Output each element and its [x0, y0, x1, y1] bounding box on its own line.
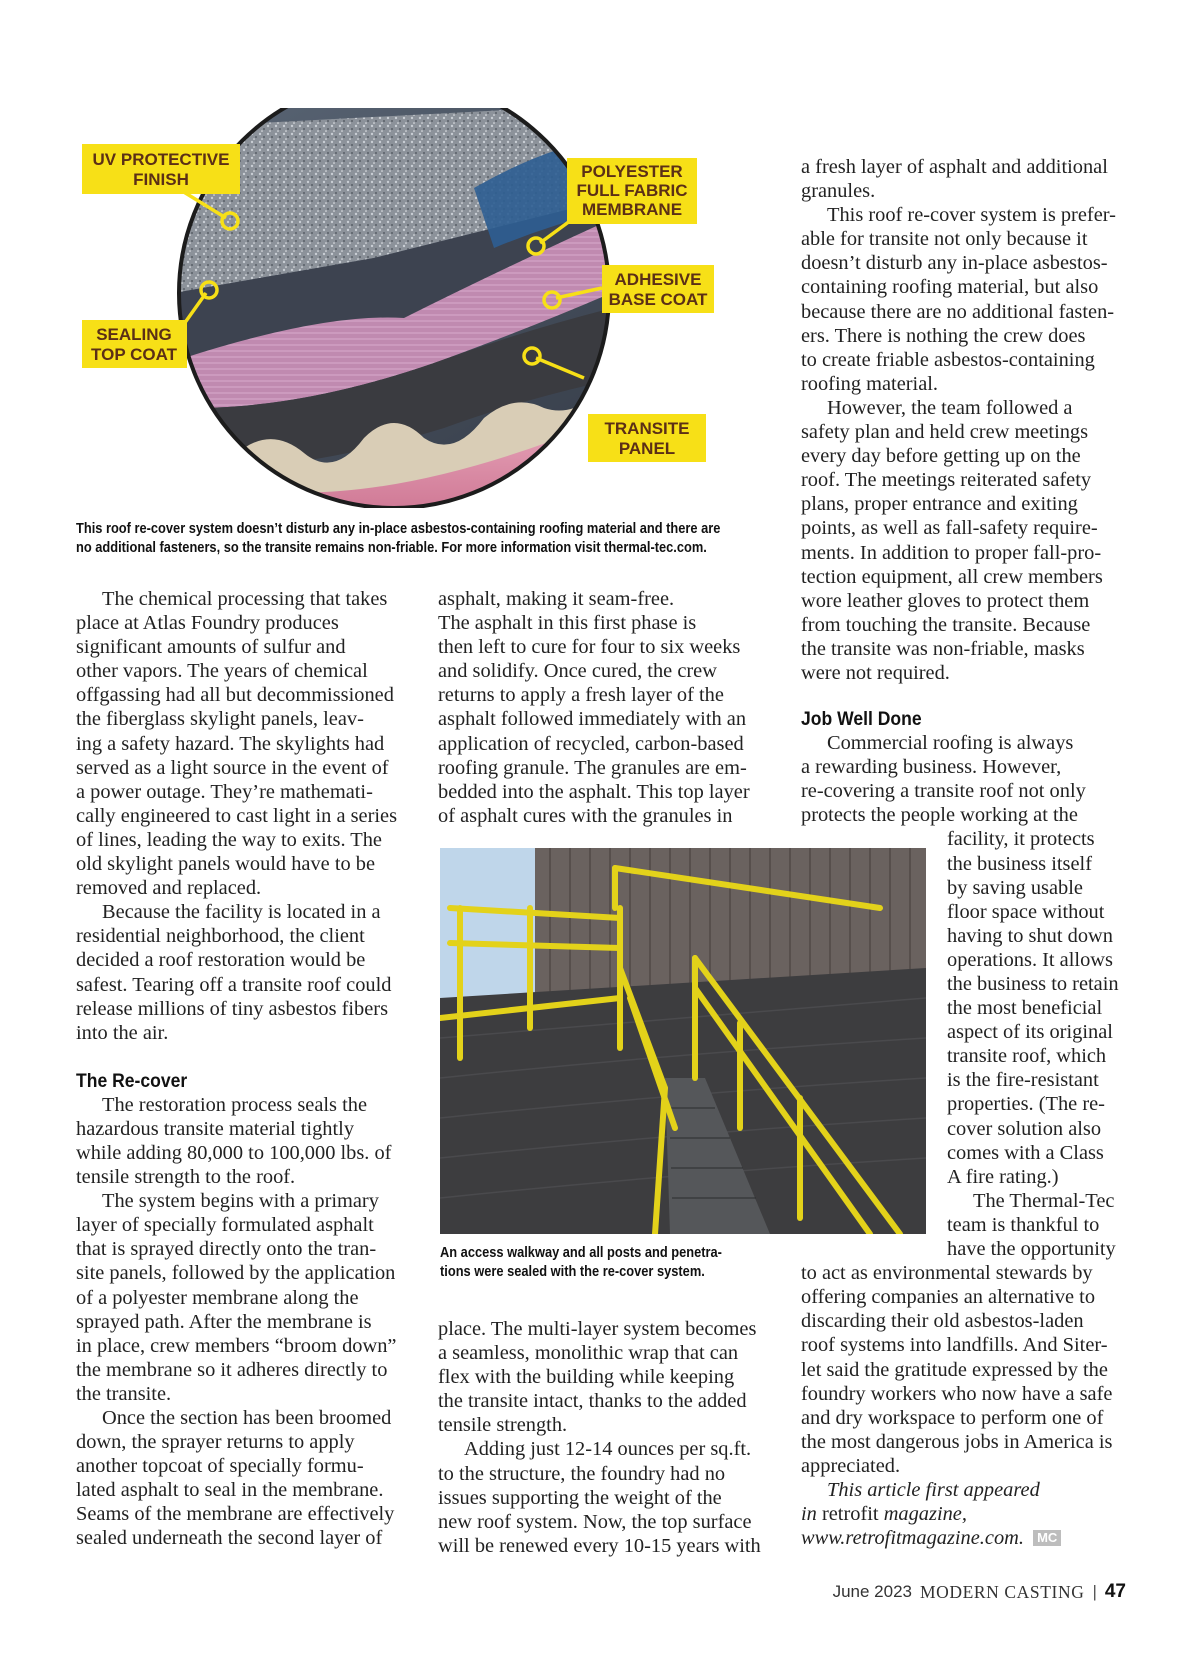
paragraph — [801, 396, 1141, 685]
paragraph — [76, 1093, 416, 1189]
text-line: Because the facility is located in a — [102, 901, 381, 924]
text-line: cover solution also — [947, 1117, 1102, 1140]
text-line: decided a roof restoration would be — [76, 949, 366, 972]
svg-text:SEALING: SEALING — [96, 325, 172, 344]
text-line: team is thankful to — [947, 1213, 1100, 1236]
text-line: roofing material. — [801, 372, 939, 395]
text-line: able for transite not only because it — [801, 228, 1088, 251]
text-line: plans, proper entrance and exiting — [801, 493, 1078, 516]
text-line: doesn’t disturb any in-place asbestos- — [801, 252, 1108, 275]
text-line: to act as environmental stewards by — [801, 1262, 1093, 1285]
text-line: asphalt, making it seam-free. — [438, 588, 675, 610]
text-line: offgassing had all but decommissioned — [76, 684, 394, 707]
text-line: properties. (The re- — [947, 1093, 1105, 1116]
text-line: safety plan and held crew meetings — [801, 421, 1089, 444]
text-line: containing roofing material, but also — [801, 276, 1099, 299]
text-line: tection equipment, all crew members — [801, 565, 1103, 588]
svg-text:UV PROTECTIVE: UV PROTECTIVE — [92, 150, 230, 169]
text-line: This roof re-cover system is prefer- — [827, 204, 1116, 227]
column-3 — [801, 155, 1141, 1550]
text-line: application of recycled, carbon-based — [438, 732, 744, 755]
column-2-top — [438, 587, 778, 828]
svg-text:FINISH: FINISH — [133, 170, 189, 189]
text-line: protects the people working at the — [801, 804, 1078, 827]
text-line: residential neighborhood, the client — [76, 925, 365, 948]
roof-layers-diagram — [74, 108, 774, 508]
text-line: the business itself — [947, 852, 1092, 875]
text-line: aspect of its original — [947, 1021, 1113, 1044]
text-line: other vapors. The years of chemical — [76, 660, 368, 683]
text-line: and dry workspace to perform one of — [801, 1406, 1104, 1429]
column-2-bottom — [438, 1317, 778, 1558]
text-line: granules. — [801, 180, 876, 203]
text-line: into the air. — [76, 1021, 169, 1044]
article-source-url: www.retrofitmagazine.com. MC — [801, 1526, 1141, 1550]
text-line: while adding 80,000 to 100,000 lbs. of — [76, 1141, 392, 1164]
text-line: is the fire-resistant — [947, 1069, 1099, 1092]
paragraph — [76, 1406, 416, 1551]
text-line: the fiberglass skylight panels, leav- — [76, 708, 364, 731]
text-line: another topcoat of specially formu- — [76, 1455, 364, 1478]
text-line: the transite was non-friable, masks — [801, 637, 1085, 660]
text-line: by saving usable — [947, 876, 1083, 899]
paragraph — [801, 155, 1141, 203]
text-line: the most beneficial — [947, 997, 1103, 1020]
svg-text:POLYESTER: POLYESTER — [581, 162, 683, 181]
svg-text:MEMBRANE: MEMBRANE — [581, 200, 683, 219]
text-line: a fresh layer of asphalt and additional — [801, 156, 1108, 178]
text-line: ers. There is nothing the crew does — [801, 324, 1086, 347]
paragraph — [438, 587, 778, 828]
text-line: tensile strength to the roof. — [76, 1166, 296, 1189]
text-line: have the opportunity — [947, 1238, 1116, 1261]
section-heading-recover: The Re-cover — [76, 1069, 188, 1092]
text-line: in place, crew members “broom down” — [76, 1334, 397, 1357]
paragraph — [76, 587, 416, 900]
label-adhesive-base-coat — [602, 265, 714, 313]
mc-end-mark-icon: MC — [1033, 1530, 1061, 1546]
text-line: removed and replaced. — [76, 877, 262, 900]
text-line: The chemical processing that takes — [102, 588, 388, 610]
label-transite-panel — [588, 414, 706, 462]
column-1 — [76, 587, 416, 1551]
text-line: sprayed path. After the membrane is — [76, 1310, 372, 1333]
text-line: a seamless, monolithic wrap that can — [438, 1342, 739, 1365]
svg-text:BASE COAT: BASE COAT — [608, 290, 708, 309]
text-line: the most dangerous jobs in America is — [801, 1430, 1113, 1453]
article-source-note-2: in retrofit magazine, — [801, 1503, 967, 1526]
section-heading-job-well-done: Job Well Done — [801, 708, 922, 731]
text-line: The asphalt in this first phase is — [438, 612, 697, 635]
text-line: to the structure, the foundry had no — [438, 1462, 726, 1485]
text-line: discarding their old asbestos-laden — [801, 1310, 1084, 1333]
text-line: significant amounts of sulfur and — [76, 636, 346, 659]
text-line: The system begins with a primary — [102, 1190, 379, 1213]
paragraph — [801, 203, 1141, 396]
text-line: floor space without — [947, 900, 1105, 923]
text-line: release millions of tiny asbestos fibers — [76, 997, 389, 1020]
page-number: 47 — [1104, 1581, 1126, 1602]
text-line: ments. In addition to proper fall-pro- — [801, 541, 1102, 564]
text-line: roof. The meetings reiterated safety — [801, 469, 1092, 492]
paragraph — [438, 1437, 778, 1557]
text-line: wore leather gloves to protect them — [801, 589, 1090, 612]
text-line: ing a safety hazard. The skylights had — [76, 732, 385, 755]
text-line: that is sprayed directly onto the tran- — [76, 1238, 377, 1261]
text-line: operations. It allows — [947, 948, 1113, 971]
text-line: Adding just 12-14 ounces per sq.ft. — [464, 1438, 752, 1461]
text-line: the business to retain — [947, 973, 1119, 995]
text-line: site panels, followed by the application — [76, 1262, 396, 1285]
text-line: of a polyester membrane along the — [76, 1286, 359, 1309]
text-line: of asphalt cures with the granules in — [438, 804, 733, 827]
paragraph — [438, 1317, 778, 1437]
text-line: However, the team followed a — [827, 396, 1073, 419]
text-line: issues supporting the weight of the — [438, 1486, 722, 1509]
text-line: hazardous transite material tightly — [76, 1117, 355, 1140]
paragraph — [801, 1261, 1141, 1478]
text-line: served as a light source in the event of — [76, 756, 389, 779]
diagram-caption: This roof re-cover system doesn’t disturb any in-place asbestos-containing roofing material and there are no additional fasteners, so the transite remains non-friable. For more information visit thermal-tec.com. — [76, 521, 721, 556]
text-line: appreciated. — [801, 1454, 901, 1477]
text-line: the transite. — [76, 1382, 172, 1405]
text-line: The restoration process seals the — [102, 1093, 367, 1116]
text-line: then left to cure for four to six weeks — [438, 636, 741, 659]
text-line: having to shut down — [947, 924, 1113, 947]
magazine-name: MODERN CASTING — [919, 1581, 1085, 1602]
article-source-note: This article first appeared — [827, 1478, 1040, 1501]
label-polyester-membrane — [567, 158, 697, 224]
text-line: Commercial roofing is always — [827, 732, 1074, 755]
text-line: facility, it protects — [947, 828, 1095, 851]
text-line: flex with the building while keeping — [438, 1366, 735, 1389]
text-line: foundry workers who now have a safe — [801, 1382, 1113, 1405]
text-line: place. The multi-layer system becomes — [438, 1318, 757, 1340]
text-line: a power outage. They’re mathemati- — [76, 780, 373, 803]
text-line: will be renewed every 10-15 years with — [438, 1534, 761, 1557]
text-line: because there are no additional fasten- — [801, 300, 1115, 323]
text-line: transite roof, which — [947, 1045, 1107, 1068]
text-line: sealed underneath the second layer of — [76, 1527, 383, 1550]
text-line: returns to apply a fresh layer of the — [438, 684, 724, 707]
text-line: every day before getting up on the — [801, 445, 1081, 468]
svg-text:ADHESIVE: ADHESIVE — [614, 270, 702, 289]
text-line: from touching the transite. Because — [801, 613, 1091, 636]
text-line: asphalt followed immediately with an — [438, 708, 747, 731]
text-line: down, the sprayer returns to apply — [76, 1431, 355, 1454]
text-line: points, as well as fall-safety require- — [801, 517, 1098, 540]
photo-caption: An access walkway and all posts and penetra- tions were sealed with the re-cover system. — [440, 1245, 722, 1280]
text-line: new roof system. Now, the top surface — [438, 1510, 752, 1533]
paragraph — [76, 900, 416, 1045]
text-line: of lines, leading the way to exits. The — [76, 828, 382, 851]
text-line: re-covering a transite roof not only — [801, 780, 1086, 803]
text-line: offering companies an alternative to — [801, 1286, 1096, 1309]
text-line: old skylight panels would have to be — [76, 853, 376, 876]
svg-text:PANEL: PANEL — [618, 439, 676, 458]
text-line: tensile strength. — [438, 1414, 568, 1437]
text-line: Once the section has been broomed — [102, 1407, 392, 1429]
text-line: a rewarding business. However, — [801, 756, 1062, 779]
paragraph — [76, 1189, 416, 1406]
text-line: roofing granule. The granules are em- — [438, 756, 747, 779]
label-sealing-top-coat — [82, 320, 187, 368]
text-line: to create friable asbestos-containing — [801, 348, 1095, 371]
issue-date: June 2023 — [832, 1582, 912, 1601]
paragraph — [801, 731, 1141, 827]
text-line: roof systems into landfills. And Siter- — [801, 1334, 1108, 1357]
paragraph — [947, 1189, 1141, 1261]
text-line: place at Atlas Foundry produces — [76, 612, 339, 635]
svg-text:TRANSITE: TRANSITE — [604, 419, 690, 438]
paragraph — [947, 827, 1141, 1188]
text-line: bedded into the asphalt. This top layer — [438, 780, 750, 803]
footer-separator: | — [1092, 1582, 1097, 1601]
text-line: lated asphalt to seal in the membrane. — [76, 1479, 384, 1502]
svg-text:TOP COAT: TOP COAT — [91, 345, 177, 364]
text-line: let said the gratitude expressed by the — [801, 1358, 1108, 1381]
text-line: cally engineered to cast light in a series — [76, 804, 398, 827]
text-line: Seams of the membrane are effectively — [76, 1503, 395, 1526]
text-line: safest. Tearing off a transite roof could — [76, 973, 392, 996]
text-line: the membrane so it adheres directly to — [76, 1358, 388, 1381]
text-line: comes with a Class — [947, 1141, 1104, 1164]
text-line: The Thermal-Tec — [973, 1189, 1115, 1212]
page-footer — [833, 1581, 1126, 1603]
text-line: were not required. — [801, 661, 950, 684]
label-uv-protective-finish — [82, 144, 240, 194]
text-line: layer of specially formulated asphalt — [76, 1214, 374, 1237]
text-line: and solidify. Once cured, the crew — [438, 660, 717, 683]
svg-text:FULL FABRIC: FULL FABRIC — [576, 181, 688, 200]
text-line: A fire rating.) — [947, 1165, 1059, 1188]
text-line: the transite intact, thanks to the added — [438, 1390, 747, 1413]
